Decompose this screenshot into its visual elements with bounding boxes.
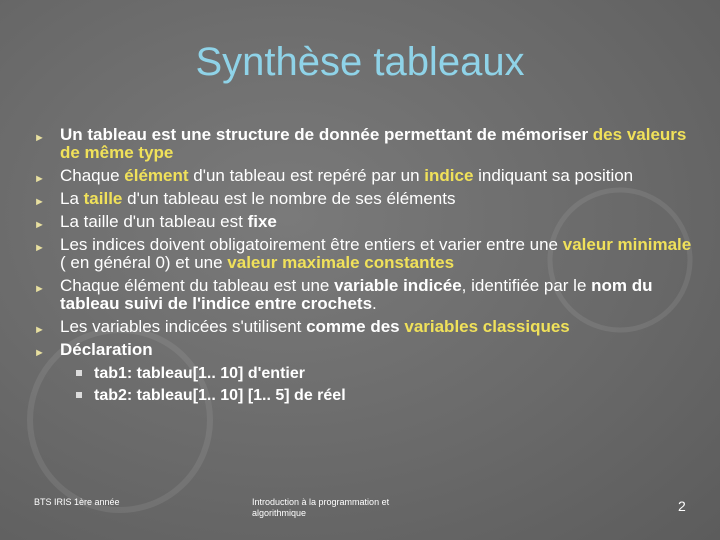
bullet-text-segment: , identifiée par le xyxy=(461,276,592,295)
bullet-item xyxy=(34,277,694,313)
triangle-arrow-icon: ► xyxy=(34,196,45,208)
bullet-item xyxy=(34,318,694,336)
triangle-arrow-icon: ► xyxy=(34,283,45,295)
bullet-text-segment: Déclaration xyxy=(60,340,153,359)
bullet-item xyxy=(34,213,694,231)
bullet-text-segment: comme des xyxy=(306,317,405,336)
footer-subject: Introduction à la programmation et algorithmique xyxy=(252,497,390,518)
sub-bullet-text: tab2: tableau[1.. 10] [1.. 5] de réel xyxy=(94,387,346,404)
bullet-item xyxy=(34,236,694,272)
bullet-list xyxy=(34,126,694,410)
triangle-arrow-icon: ► xyxy=(34,219,45,231)
bullet-text-segment: des valeurs de même type xyxy=(60,125,687,162)
bullet-text-segment: d'un tableau est le nombre de ses éléments xyxy=(122,189,456,208)
bullet-text-segment: ( en général 0) et une xyxy=(60,253,228,272)
footer-course: BTS IRIS 1ère année xyxy=(34,497,120,507)
bullet-text-segment: variables classiques xyxy=(404,317,570,336)
bullet-text-segment: La taille d'un tableau est xyxy=(60,212,248,231)
bullet-text-segment: valeur maximale constantes xyxy=(227,253,455,272)
sub-bullet-item xyxy=(76,365,694,383)
bullet-item xyxy=(34,190,694,208)
bullet-text-segment: élément xyxy=(124,166,189,185)
slide-title: Synthèse tableaux xyxy=(195,40,525,84)
bullet-text-segment: Chaque élément du tableau est une xyxy=(60,276,335,295)
bullet-text-segment: . xyxy=(372,294,377,313)
bullet-text-segment: Un tableau est une structure de donnée permettant de mémoriser xyxy=(60,125,593,144)
bullet-item xyxy=(34,341,694,405)
bullet-text-segment: indiquant sa position xyxy=(473,166,634,185)
triangle-arrow-icon: ► xyxy=(34,173,45,185)
bullet-text-segment: La xyxy=(60,189,84,208)
bullet-text-segment: fixe xyxy=(247,212,277,231)
sub-bullet-item xyxy=(76,387,694,405)
bullet-text-segment: valeur minimale xyxy=(562,235,692,254)
bullet-text-segment: Les indices doivent obligatoirement être entiers et varier entre une xyxy=(60,235,563,254)
bullet-text-segment: indice xyxy=(424,166,474,185)
sub-bullet-list xyxy=(76,365,694,405)
bullet-text-segment: variable indicée xyxy=(334,276,462,295)
triangle-arrow-icon: ► xyxy=(34,324,45,336)
triangle-arrow-icon: ► xyxy=(34,242,45,254)
triangle-arrow-icon: ► xyxy=(34,132,45,144)
bullet-item xyxy=(34,126,694,162)
square-icon xyxy=(76,370,82,376)
page-number: 2 xyxy=(678,498,686,514)
sub-bullet-text: tab1: tableau[1.. 10] d'entier xyxy=(94,365,305,382)
bullet-text-segment: Chaque xyxy=(60,166,125,185)
bullet-text-segment: taille xyxy=(83,189,123,208)
bullet-text-segment: d'un tableau est repéré par un xyxy=(188,166,425,185)
bullet-text-segment: nom du tableau suivi de l'indice entre crochets xyxy=(60,276,653,313)
bullet-text-segment: Les variables indicées s'utilisent xyxy=(60,317,307,336)
bullet-item xyxy=(34,167,694,185)
square-icon xyxy=(76,392,82,398)
triangle-arrow-icon: ► xyxy=(34,347,45,359)
